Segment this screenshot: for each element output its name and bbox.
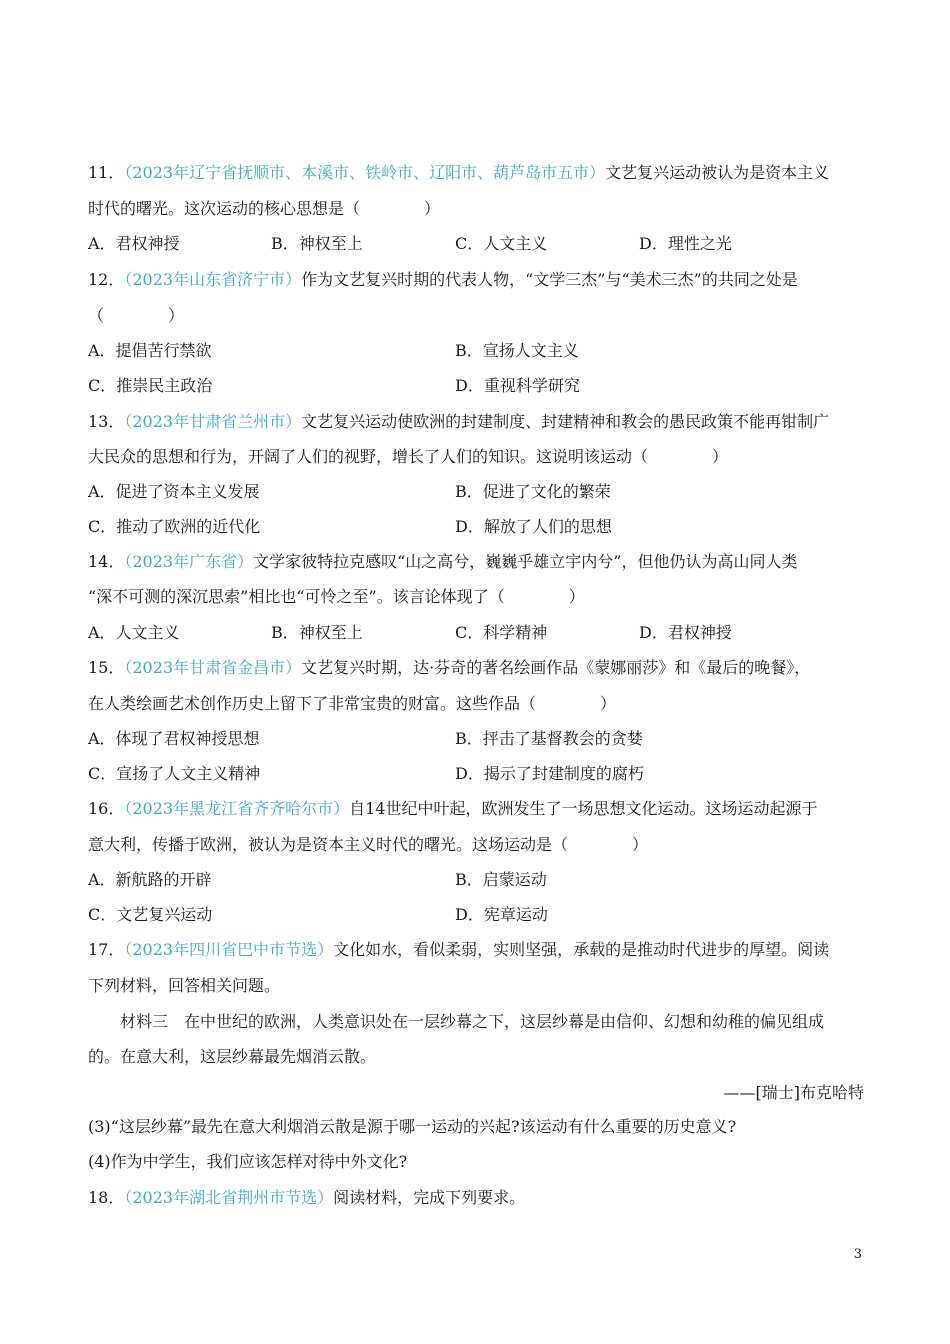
- question-source: （2023年辽宁省抚顺市、本溪市、铁岭市、辽阳市、葫芦岛市五市）: [124, 163, 606, 182]
- question-source: （2023年山东省济宁市）: [124, 270, 302, 289]
- material-attribution: ——[瑞士]布克哈特: [723, 1083, 864, 1102]
- question-14-line-2: “深不可测的深沉思索”相比也“可怜之至”。该言论体现了（ ）: [88, 587, 585, 606]
- option-b: B．神权至上: [271, 234, 363, 253]
- option-d: D．解放了人们的思想: [455, 517, 612, 536]
- sub-question-4: (4)作为中学生，我们应该怎样对待中外文化?: [88, 1152, 408, 1171]
- option-b: B．神权至上: [271, 623, 363, 642]
- question-13-line-2: 大民众的思想和行为，开阔了人们的视野，增长了人们的知识。这说明该运动（ ）: [88, 447, 729, 466]
- option-c: C．推崇民主政治: [88, 376, 213, 395]
- question-number: 17．: [88, 940, 125, 959]
- question-text: 阅读材料，完成下列要求。: [333, 1188, 526, 1207]
- question-17-line-1: [88, 940, 829, 960]
- option-b: B．促进了文化的繁荣: [455, 482, 611, 501]
- option-c: C．科学精神: [455, 623, 548, 642]
- option-a: A．体现了君权神授思想: [88, 729, 260, 748]
- question-15-line-1: [88, 658, 810, 678]
- question-text: 文学家彼特拉克感叹“山之高兮，巍巍乎雄立宇内兮”，但他仍认为高山同人类: [253, 552, 798, 571]
- material-line-2: 的。在意大利，这层纱幕最先烟消云散。: [88, 1047, 377, 1066]
- option-d: D．理性之光: [639, 234, 732, 253]
- question-text: 文艺复兴运动被认为是资本主义: [605, 163, 830, 182]
- question-number: 12．: [88, 270, 125, 289]
- question-source: （2023年甘肃省金昌市）: [124, 658, 302, 677]
- option-c: C．人文主义: [455, 234, 548, 253]
- option-a: A．君权神授: [88, 234, 180, 253]
- material-line-1: 材料三 在中世纪的欧洲，人类意识处在一层纱幕之下，这层纱幕是由信仰、幻想和幼稚的偏见组成: [120, 1012, 825, 1031]
- option-a: A．人文主义: [88, 623, 180, 642]
- question-number: 16．: [88, 799, 125, 818]
- question-source: （2023年湖北省荆州市节选）: [124, 1188, 334, 1207]
- question-16-line-1: [88, 799, 817, 819]
- question-17-line-2: 下列材料，回答相关问题。: [88, 976, 281, 995]
- sub-question-3: (3)“这层纱幕”最先在意大利烟消云散是源于哪一运动的兴起?该运动有什么重要的历史意义?: [88, 1117, 737, 1136]
- question-12-line-1: [88, 270, 798, 290]
- question-11-line-2: 时代的曙光。这次运动的核心思想是（ ）: [88, 199, 441, 218]
- question-16-line-2: 意大利，传播于欧洲，被认为是资本主义时代的曙光。这场运动是（ ）: [88, 835, 649, 854]
- option-d: D．重视科学研究: [455, 376, 580, 395]
- question-text: 文化如水，看似柔弱，实则坚强，承载的是推动时代进步的厚望。阅读: [333, 940, 830, 959]
- page-number: 3: [853, 1247, 862, 1262]
- question-source: （2023年四川省巴中市节选）: [124, 940, 334, 959]
- option-a: A．促进了资本主义发展: [88, 482, 260, 501]
- option-d: D．宪章运动: [455, 905, 548, 924]
- question-text: 文艺复兴运动使欧洲的封建制度、封建精神和教会的愚民政策不能再钳制广: [301, 412, 830, 431]
- question-number: 15．: [88, 658, 125, 677]
- question-source: （2023年广东省）: [124, 552, 254, 571]
- question-source: （2023年黑龙江省齐齐哈尔市）: [124, 799, 350, 818]
- option-c: C．推动了欧洲的近代化: [88, 517, 261, 536]
- option-c: C．文艺复兴运动: [88, 905, 213, 924]
- question-number: 14．: [88, 552, 125, 571]
- option-b: B．抨击了基督教会的贪婪: [455, 729, 643, 748]
- question-12-line-2: （ ）: [88, 306, 185, 325]
- option-b: B．宣扬人文主义: [455, 341, 579, 360]
- option-a: A．提倡苦行禁欲: [88, 341, 212, 360]
- question-text: 作为文艺复兴时期的代表人物，“文学三杰”与“美术三杰”的共同之处是: [301, 270, 798, 289]
- question-text: 自14世纪中叶起，欧洲发生了一场思想文化运动。这场运动起源于: [349, 799, 818, 818]
- question-number: 18．: [88, 1188, 125, 1207]
- option-d: D．君权神授: [639, 623, 732, 642]
- option-b: B．启蒙运动: [455, 870, 547, 889]
- question-14-line-1: [88, 552, 797, 572]
- question-15-line-2: 在人类绘画艺术创作历史上留下了非常宝贵的财富。这些作品（ ）: [88, 694, 617, 713]
- question-source: （2023年甘肃省兰州市）: [124, 412, 302, 431]
- question-number: 11．: [88, 163, 125, 182]
- question-number: 13．: [88, 412, 125, 431]
- option-d: D．揭示了封建制度的腐朽: [455, 764, 644, 783]
- option-a: A．新航路的开辟: [88, 870, 212, 889]
- question-13-line-1: [88, 412, 829, 432]
- question-text: 文艺复兴时期，达·芬奇的著名绘画作品《蒙娜丽莎》和《最后的晚餐》，: [301, 658, 811, 677]
- option-c: C．宣扬了人文主义精神: [88, 764, 261, 783]
- question-11-line-1: [88, 163, 829, 183]
- question-18-line-1: [88, 1188, 525, 1208]
